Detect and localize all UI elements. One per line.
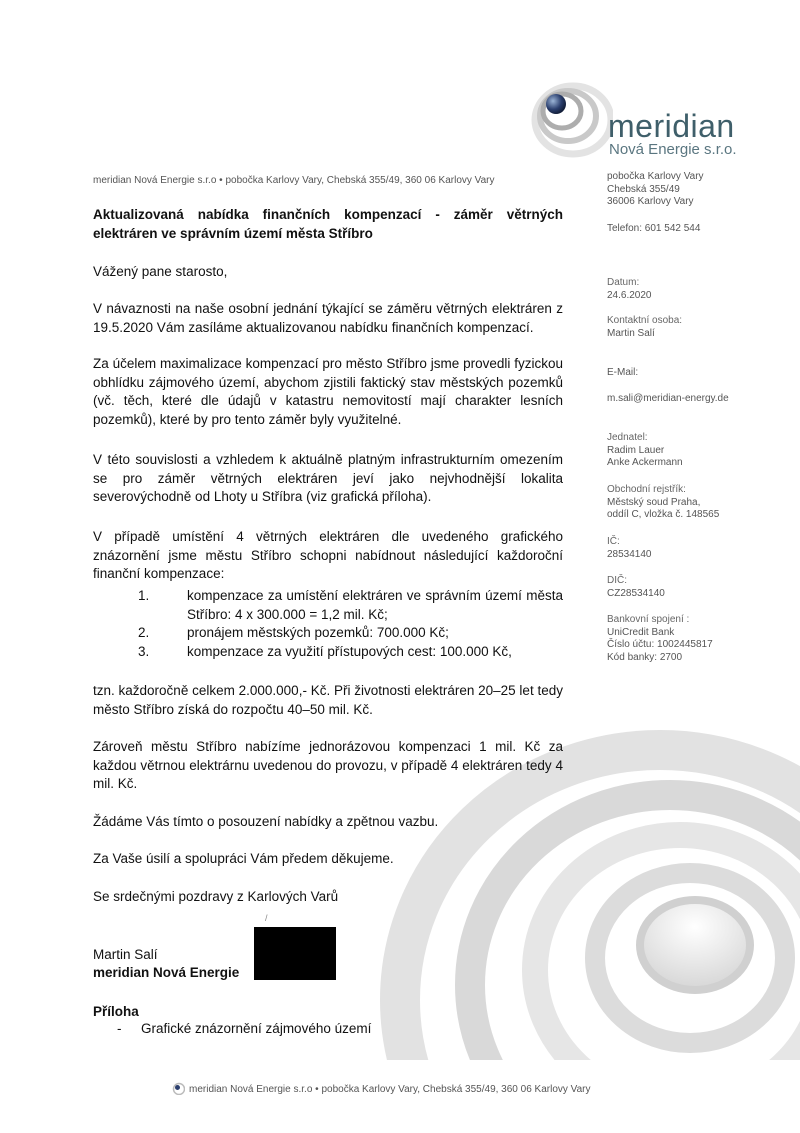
sidebar-contact: Martin Salí [607, 327, 655, 339]
sender-address-line: meridian Nová Energie s.r.o • pobočka Karlovy Vary, Chebská 355/49, 360 06 Karlovy Vary [93, 175, 495, 186]
sidebar-ic-label: IČ: [607, 536, 620, 547]
sidebar-bank-line: Kód banky: 2700 [607, 651, 683, 663]
letter-closing: Se srdečnými pozdravy z Karlových Varů [93, 889, 339, 904]
sidebar-address [607, 171, 704, 209]
brand-subtitle: Nová Energie s.r.o. [609, 141, 737, 158]
sidebar-bank-block [607, 614, 713, 664]
letter-paragraph: Za Vaše úsilí a spolupráci Vám předem děkujeme. [93, 851, 394, 866]
sidebar-dic: CZ28534140 [607, 587, 665, 599]
sidebar-address-line: Chebská 355/49 [607, 183, 680, 195]
letter-paragraph: V této souvislosti a vzhledem k aktuálně platným infrastrukturním omezením se pro záměr větrných elektráren jeví jako nejvhodnější lokalita severovýchodně od Lhoty u Stříbra (viz grafická příloha). [93, 452, 563, 504]
sidebar-ic-block [607, 536, 652, 561]
list-item-number: 2. [138, 625, 150, 640]
sidebar-phone: Telefon: 601 542 544 [607, 223, 701, 234]
sidebar-bank-label: Bankovní spojení : [607, 614, 690, 625]
sidebar-date-block [607, 277, 652, 302]
sidebar-dic-label: DIČ: [607, 575, 627, 586]
sidebar-date-label: Datum: [607, 277, 640, 288]
list-item-number: 1. [138, 588, 150, 603]
letter-paragraph: tzn. každoročně celkem 2.000.000,- Kč. Při životnosti elektráren 20–25 let tedy město Stříbro získá do rozpočtu 40–50 mil. Kč. [93, 683, 563, 717]
sidebar-directors-label: Jednatel: [607, 432, 648, 443]
footer [172, 1082, 591, 1095]
letter-salutation: Vážený pane starosto, [93, 264, 228, 279]
sidebar-register-label: Obchodní rejstřík: [607, 484, 686, 495]
list-item-text: pronájem městských pozemků: 700.000 Kč; [187, 625, 449, 640]
footer-text: meridian Nová Energie s.r.o • pobočka Karlovy Vary, Chebská 355/49, 360 06 Karlovy Vary [189, 1084, 591, 1095]
list-item-number: 3. [138, 644, 150, 659]
attachment-item: Grafické znázornění zájmového území [141, 1021, 372, 1036]
signer-name: Martin Salí [93, 947, 158, 962]
sidebar-register-block [607, 484, 719, 522]
meridian-logo-icon [518, 78, 613, 158]
signer-company: meridian Nová Energie [93, 965, 240, 980]
letter-paragraph: V případě umístění 4 větrných elektráren dle uvedeného grafického znázornění jsme městu Stříbro schopni nabídnout následující každoroční finanční kompenzace: [93, 529, 563, 581]
sidebar-email-label: E-Mail: [607, 367, 639, 378]
signature-mark: / [265, 913, 268, 923]
sidebar-bank-line: Číslo účtu: 1002445817 [607, 639, 713, 650]
sidebar-contact-block [607, 315, 682, 340]
letter-paragraph: V návaznosti na naše osobní jednání týkající se záměru větrných elektráren z 19.5.2020 Vám zasíláme aktualizovanou nabídku finančních kompenzací. [93, 301, 563, 335]
letter-paragraph: Žádáme Vás tímto o posouzení nabídky a zpětnou vazbu. [93, 814, 439, 829]
sidebar-director: Anke Ackermann [607, 457, 683, 468]
sidebar-address-line: 36006 Karlovy Vary [607, 196, 694, 207]
sidebar-directors-block [607, 432, 683, 470]
list-item-text: kompenzace za umístění elektráren ve správním území města Stříbro: 4 x 300.000 = 1,2 mil. Kč; [187, 588, 563, 622]
attachment-dash: - [117, 1021, 122, 1036]
letter-subject: Aktualizovaná nabídka finančních kompenzací - záměr větrných elektráren ve správním území města Stříbro [93, 207, 563, 241]
attachment-title: Příloha [93, 1004, 139, 1019]
letter-paragraph: Za účelem maximalizace kompenzací pro město Stříbro jsme provedli fyzickou obhlídku zájmového území, abychom zjistili faktický stav městských pozemků (vč. těch, které dle údajů v katastru nemovitostí mají charakter lesních pozemků), které by pro tento záměr byly využitelné. [93, 356, 563, 427]
sidebar-address-line: pobočka Karlovy Vary [607, 171, 704, 182]
sidebar-dic-block [607, 575, 665, 600]
signature-redaction [254, 927, 336, 980]
sidebar-director: Radim Lauer [607, 444, 665, 456]
sidebar-date: 24.6.2020 [607, 289, 652, 301]
sidebar-bank-line: UniCredit Bank [607, 626, 675, 638]
sidebar-email[interactable]: m.sali@meridian-energy.de [607, 393, 729, 404]
letter-paragraph: Zároveň městu Stříbro nabízíme jednorázovou kompenzaci 1 mil. Kč za každou větrnou elektrárnu uvedenou do provozu, v případě 4 elektráren tedy 4 mil. Kč. [93, 739, 563, 791]
list-item-text: kompenzace za využití přístupových cest: 100.000 Kč, [187, 644, 512, 659]
meridian-footer-logo-icon [172, 1082, 185, 1095]
sidebar-contact-label: Kontaktní osoba: [607, 315, 683, 326]
sidebar-register-line: oddíl C, vložka č. 148565 [607, 509, 720, 520]
brand-name: meridian [608, 108, 735, 144]
sidebar-ic: 28534140 [607, 548, 652, 560]
sidebar-register-line: Městský soud Praha, [607, 496, 701, 508]
